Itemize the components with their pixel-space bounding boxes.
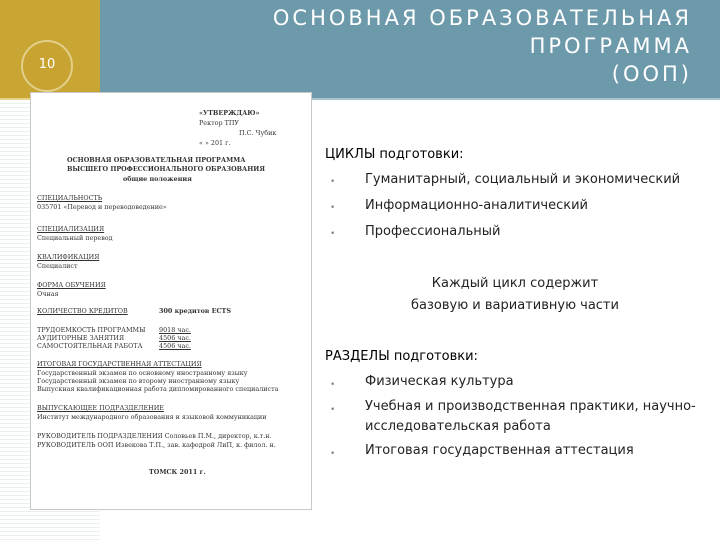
section-bullet-1: • [330, 380, 336, 390]
doc-city-year: ТОМСК 2011 г. [149, 468, 206, 476]
doc-qualification-value: Специалист [37, 262, 78, 270]
title-line-1: ОСНОВНАЯ ОБРАЗОВАТЕЛЬНАЯ [272, 6, 692, 30]
doc-hours-total-value: 9018 час. [159, 326, 191, 334]
doc-approve: «УТВЕРЖДАЮ» [199, 109, 260, 117]
doc-hours-class-value: 4506 час. [159, 334, 191, 342]
doc-heading-3: общие положения [123, 175, 192, 183]
doc-heading-1: ОСНОВНАЯ ОБРАЗОВАТЕЛЬНАЯ ПРОГРАММА [67, 156, 246, 164]
doc-attestation-2: Государственный экзамен по второму иностранному языку [37, 377, 240, 385]
cycle-bullet-3: • [330, 229, 336, 239]
cycle-item-3: Профессиональный [365, 224, 501, 239]
doc-date-line: « » 201 г. [199, 139, 231, 147]
doc-form-label: ФОРМА ОБУЧЕНИЯ [37, 281, 106, 289]
doc-attestation-label: ИТОГОВАЯ ГОСУДАРСТВЕННАЯ АТТЕСТАЦИЯ [37, 360, 202, 368]
cycle-note-line-2: базовую и вариативную части [411, 298, 619, 313]
doc-form-value: Очная [37, 290, 59, 298]
section-bullet-2: • [330, 405, 336, 415]
doc-specialty-value: 035701 «Перевод и переводоведение» [37, 203, 167, 211]
doc-specialization-value: Специальный перевод [37, 234, 113, 242]
section-bullet-3: • [330, 449, 336, 459]
cycle-item-1: Гуманитарный, социальный и экономический [365, 172, 681, 187]
doc-credits-value: 300 кредитов ECTS [159, 307, 231, 315]
doc-specialization-label: СПЕЦИАЛИЗАЦИЯ [37, 225, 105, 233]
doc-hours-total-label: ТРУДОЕМКОСТЬ ПРОГРАММЫ [37, 326, 146, 334]
doc-attestation-3: Выпускная квалификационная работа дипломированного специалиста [37, 385, 279, 393]
section-item-2: Учебная и производственная практики, научно-исследовательская работа [365, 399, 696, 434]
title-line-3: (ООП) [611, 62, 692, 86]
doc-head-1: РУКОВОДИТЕЛЬ ПОДРАЗДЕЛЕНИЯ Соловьев П.М., директор, к.т.н. [37, 432, 272, 440]
doc-qualification-label: КВАЛИФИКАЦИЯ [37, 253, 100, 261]
cycle-note-line-1: Каждый цикл содержит [431, 276, 599, 291]
doc-rector: Ректор ТПУ [199, 119, 240, 127]
doc-specialty-label: СПЕЦИАЛЬНОСТЬ [37, 194, 103, 202]
slide-title [132, 4, 692, 88]
cycles-title: ЦИКЛЫ подготовки: [325, 147, 464, 162]
doc-heading-2: ВЫСШЕГО ПРОФЕССИОНАЛЬНОГО ОБРАЗОВАНИЯ [67, 165, 265, 173]
doc-attestation-1: Государственный экзамен по основному иностранному языку [37, 369, 248, 377]
doc-hours-class-label: АУДИТОРНЫЕ ЗАНЯТИЯ [37, 334, 125, 342]
section-item-3: Итоговая государственная аттестация [365, 443, 634, 458]
sections-title: РАЗДЕЛЫ подготовки: [325, 349, 478, 364]
doc-signature: П.С. Чубик [239, 129, 277, 137]
cycle-bullet-2: • [330, 203, 336, 213]
doc-dept-label: ВЫПУСКАЮЩЕЕ ПОДРАЗДЕЛЕНИЕ [37, 404, 164, 412]
program-document [30, 92, 312, 510]
section-item-1: Физическая культура [365, 374, 514, 389]
doc-hours-self-label: САМОСТОЯТЕЛЬНАЯ РАБОТА [37, 342, 143, 350]
title-line-2: ПРОГРАММА [529, 34, 692, 58]
doc-dept-value: Институт международного образования и языковой коммуникации [37, 413, 267, 421]
cycle-item-2: Информационно-аналитический [365, 198, 588, 213]
doc-head-2: РУКОВОДИТЕЛЬ ООП Извекова Т.П., зав. кафедрой ЛиП, к. филол. н. [37, 441, 276, 449]
cycle-bullet-1: • [330, 177, 336, 187]
slide-number: 10 [38, 57, 56, 72]
doc-credits-label: КОЛИЧЕСТВО КРЕДИТОВ [37, 307, 128, 315]
doc-hours-self-value: 4506 час. [159, 342, 191, 350]
